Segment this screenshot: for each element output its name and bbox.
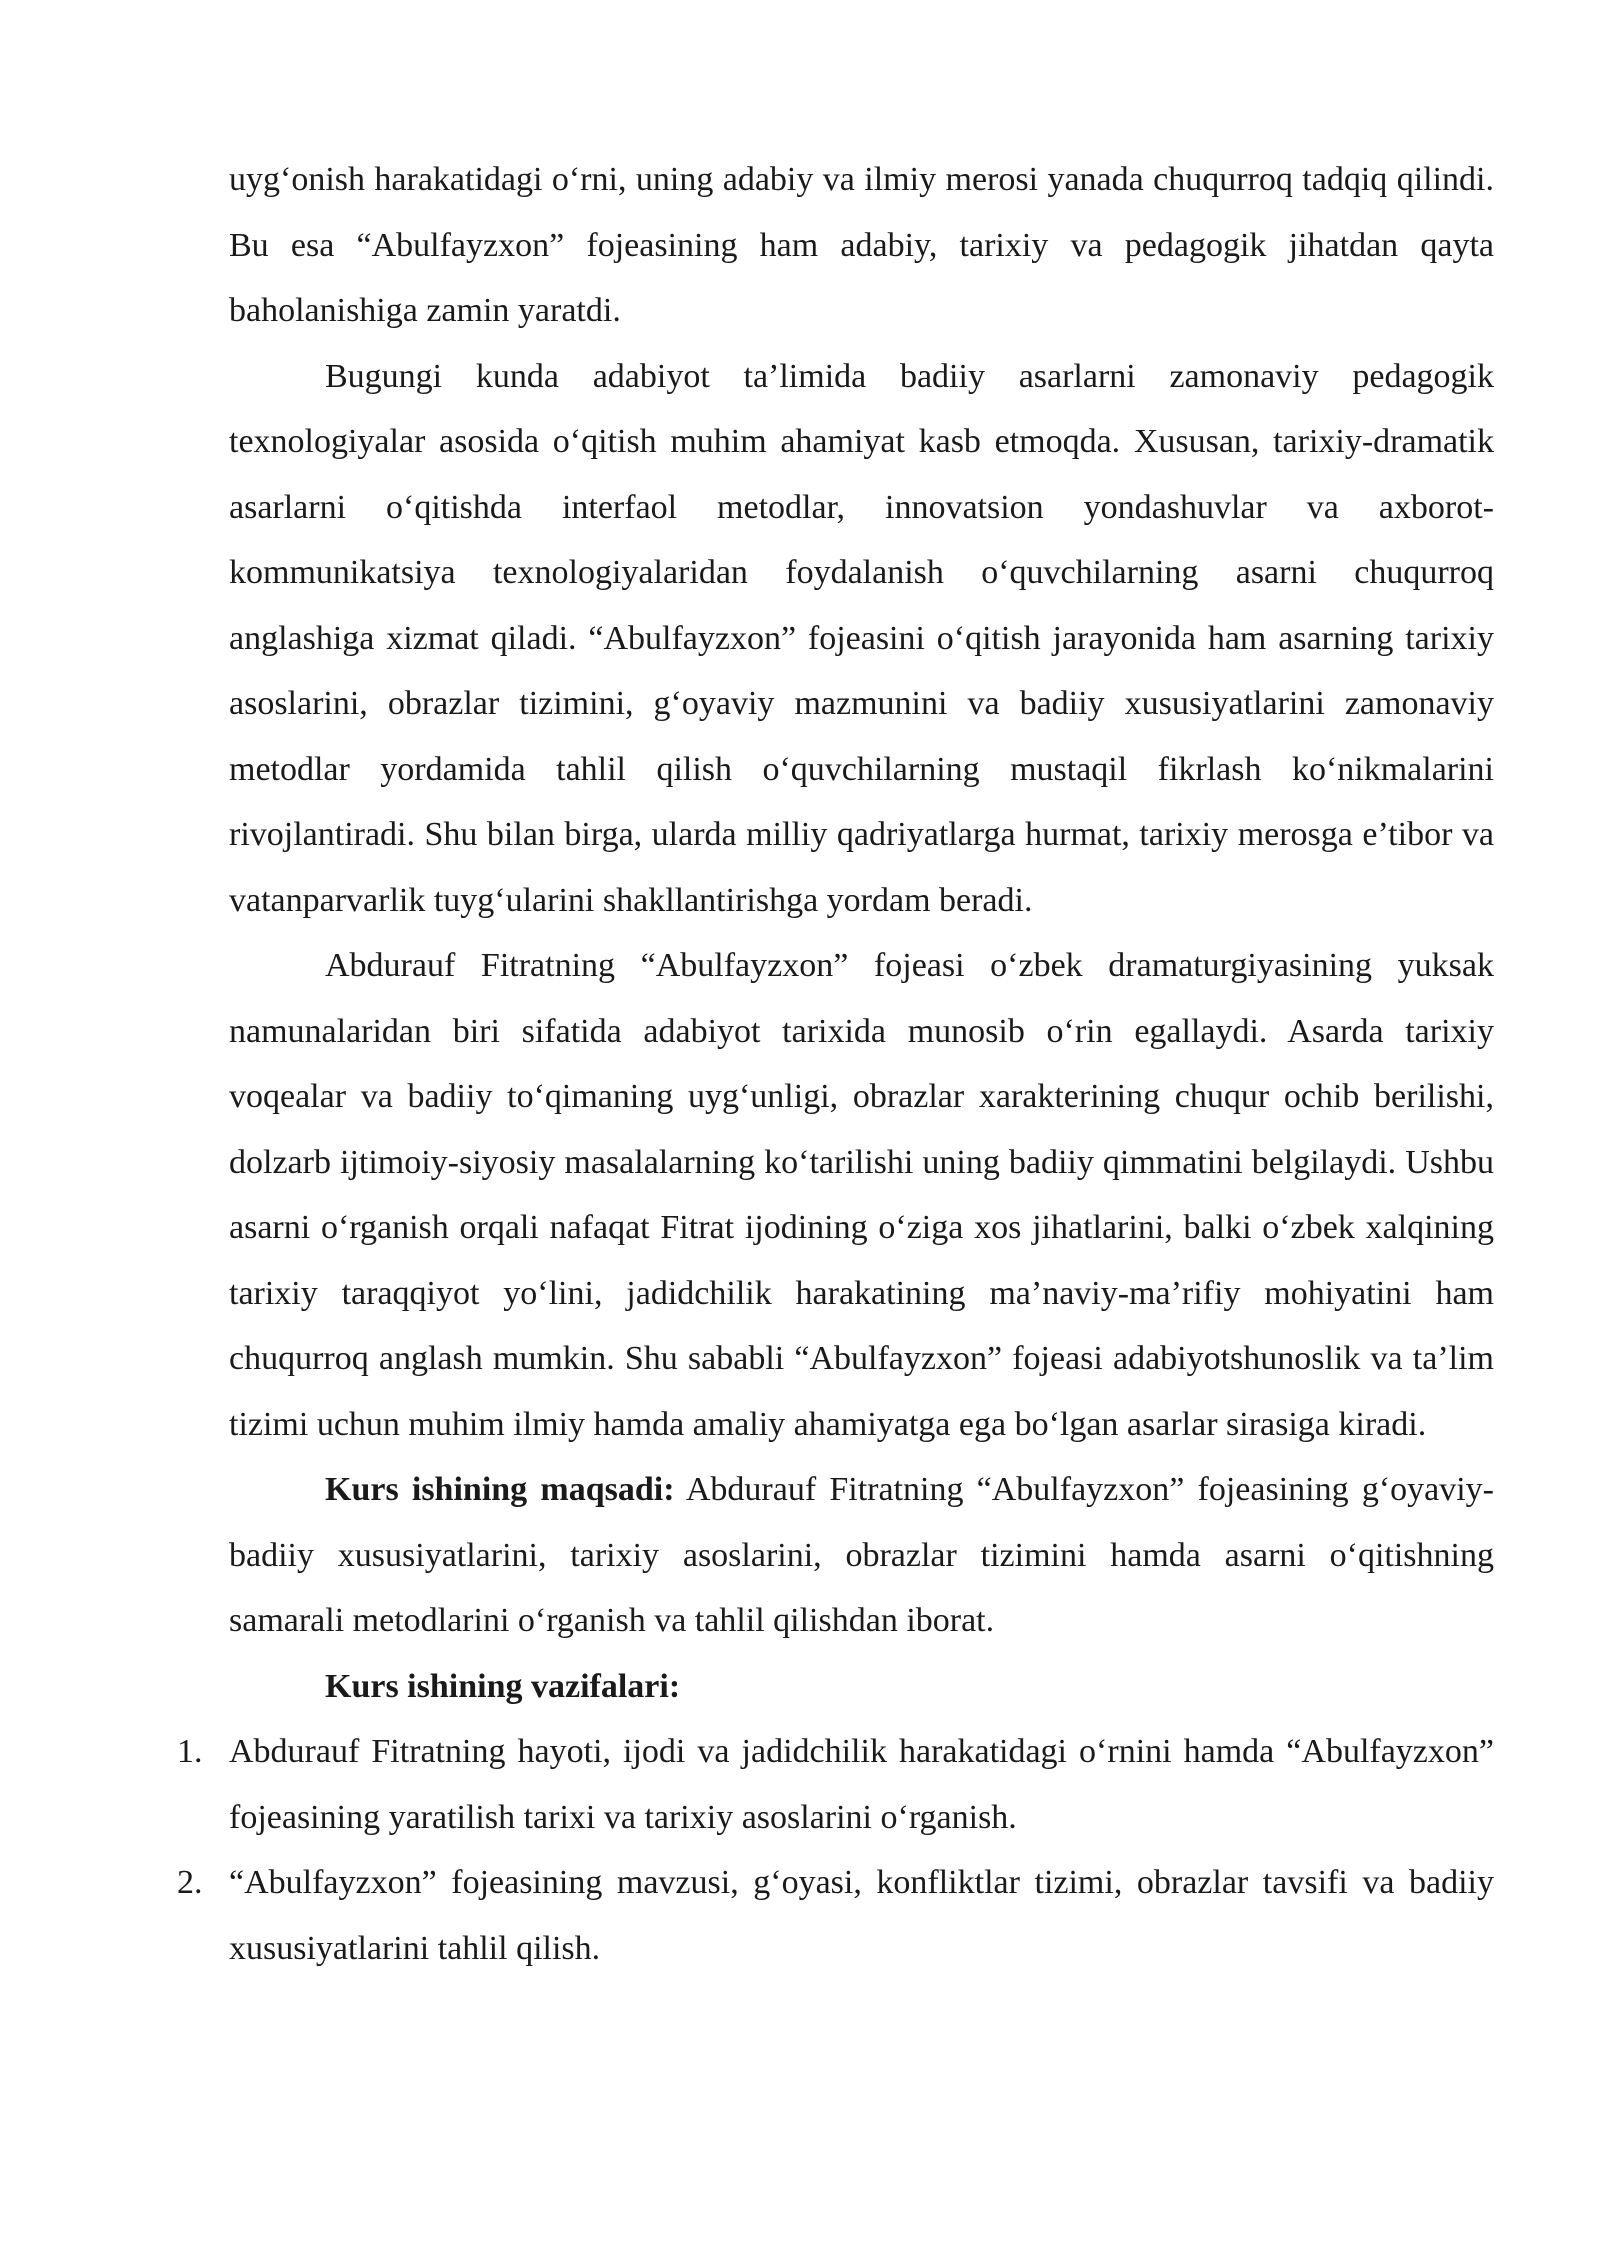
paragraph-significance: Abdurauf Fitratning “Abulfayzxon” fojeasi o‘zbek dramaturgiyasining yuksak namunalaridan biri sifatida adabiyot tarixida munosib o‘rin egallaydi. Asarda tarixiy voqealar va badiiy to‘qimaning uyg‘unligi, obrazlar xarakterining chuqur ochib berilishi, dolzarb ijtimoiy-siyosiy masalalarning ko‘tarilishi uning badiiy qimmatini belgilaydi. Ushbu asarni o‘rganish orqali nafaqat Fitrat ijodining o‘ziga xos jihatlarini, balki o‘zbek xalqining tarixiy taraqqiyot yo‘lini, jadidchilik harakatining ma’naviy-ma’rifiy mohiyatini ham chuqurroq anglash mumkin. Shu sababli “Abulfayzxon” fojeasi adabiyotshunoslik va ta’lim tizimi uchun muhim ilmiy hamda amaliy ahamiyatga ega bo‘lgan asarlar sirasiga kiradi. (229, 947, 1494, 1443)
list-item-number: 1. (177, 1733, 203, 1770)
list-item (177, 1850, 1494, 1981)
list-item (177, 1719, 1494, 1850)
goal-label: Kurs ishining maqsadi: (325, 1471, 675, 1508)
paragraph-goal (229, 1457, 1494, 1654)
list-item-text: Abdurauf Fitratning hayoti, ijodi va jadidchilik harakatidagi o‘rnini hamda “Abulfayzxon” fojeasining yaratilish tarixi va tarixiy asoslarini o‘rganish. (229, 1733, 1494, 1836)
paragraph-pedagogy: Bugungi kunda adabiyot ta’limida badiiy asarlarni zamonaviy pedagogik texnologiyalar asosida o‘qitish muhim ahamiyat kasb etmoqda. Xususan, tarixiy-dramatik asarlarni o‘qitishda interfaol metodlar, innovatsion yondashuvlar va axborot-kommunikatsiya texnologiyalaridan foydalanish o‘quvchilarning asarni chuqurroq anglashiga xizmat qiladi. “Abulfayzxon” fojeasini o‘qitish jarayonida ham asarning tarixiy asoslarini, obrazlar tizimini, g‘oyaviy mazmunini va badiiy xususiyatlarini zamonaviy metodlar yordamida tahlil qilish o‘quvchilarning mustaqil fikrlash ko‘nikmalarini rivojlantiradi. Shu bilan birga, ularda milliy qadriyatlarga hurmat, tarixiy merosga e’tibor va vatanparvarlik tuyg‘ularini shakllantirishga yordam beradi. (229, 357, 1494, 919)
tasks-heading: Kurs ishining vazifalari: (325, 1667, 681, 1705)
tasks-list (177, 1719, 1494, 1981)
goal-text: Abdurauf Fitratning “Abulfayzxon” fojeasining g‘oyaviy-badiiy xususiyatlarini, tarixiy asoslarini, obrazlar tizimini hamda asarni o‘qitishning samarali metodlarini o‘rganish va tahlil qilishdan iborat. (229, 1471, 1494, 1639)
document-page (177, 147, 1494, 1981)
list-item-text: “Abulfayzxon” fojeasining mavzusi, g‘oyasi, konfliktlar tizimi, obrazlar tavsifi va badiiy xususiyatlarini tahlil qilish. (229, 1864, 1494, 1967)
list-item-number: 2. (177, 1864, 203, 1901)
paragraph-continuation: uyg‘onish harakatidagi o‘rni, uning adabiy va ilmiy merosi yanada chuqurroq tadqiq qilindi. Bu esa “Abulfayzxon” fojeasining ham adabiy, tarixiy va pedagogik jihatdan qayta baholanishiga zamin yaratdi. (229, 161, 1494, 329)
